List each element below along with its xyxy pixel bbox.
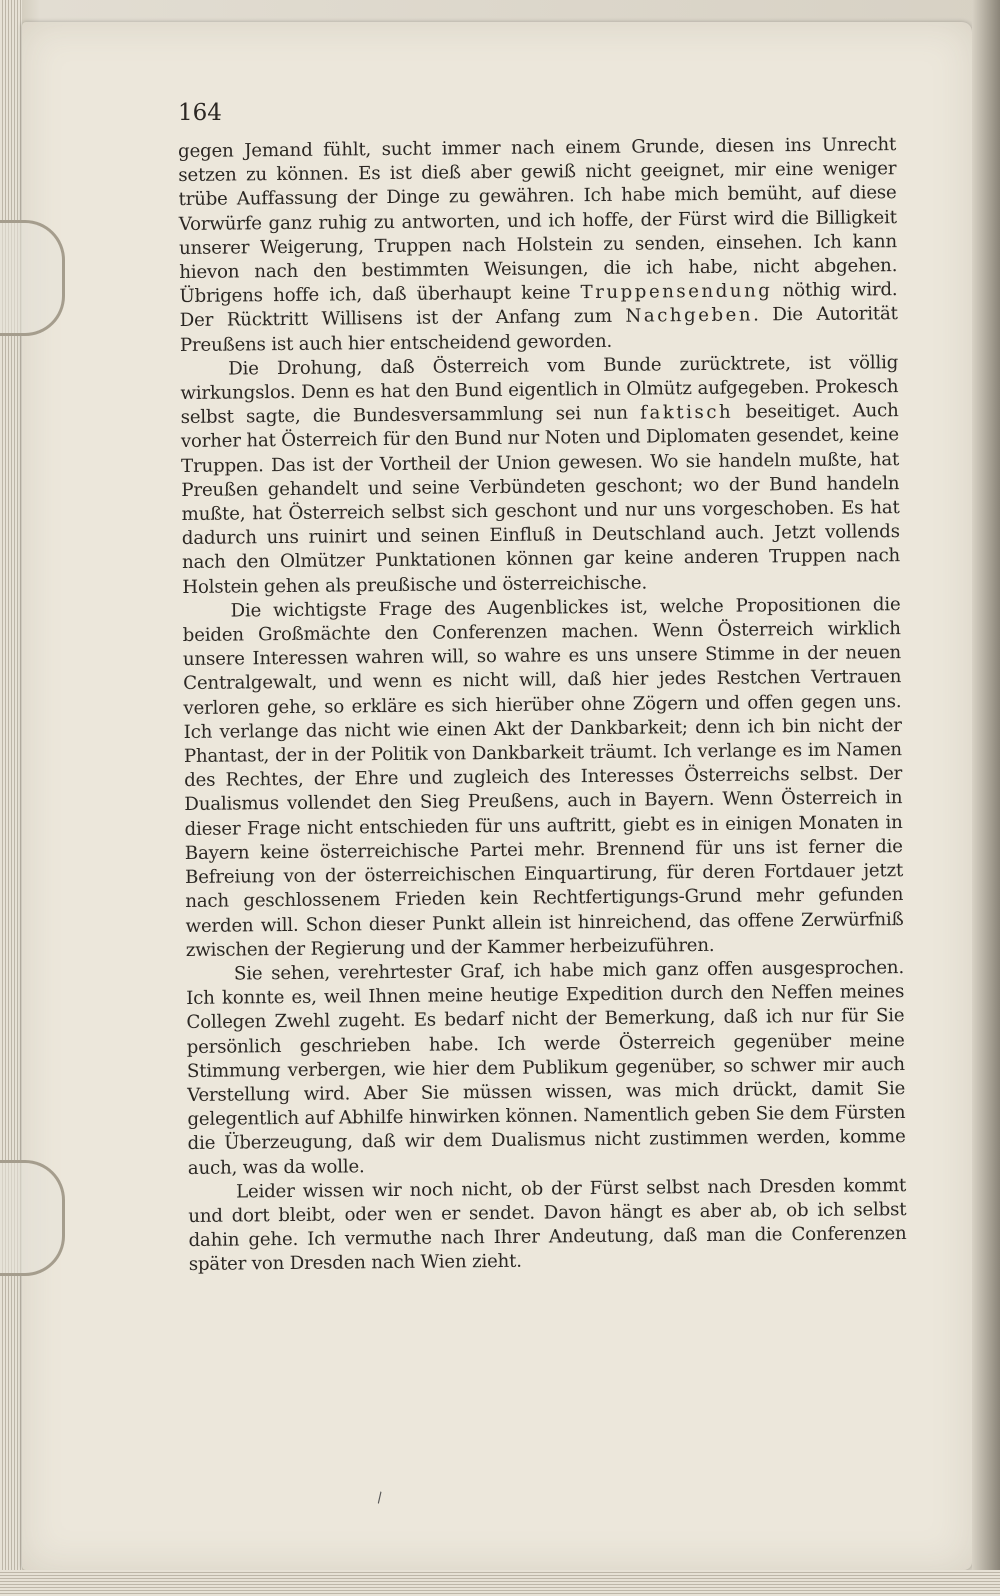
paragraph	[182, 593, 903, 963]
binder-ring-top-icon	[0, 220, 65, 336]
paragraph	[186, 956, 906, 1181]
body-text	[178, 133, 907, 1277]
emphasized-text: Nachgeben	[625, 304, 754, 328]
paragraph	[188, 1174, 907, 1278]
paragraph-text: gegen Jemand fühlt, sucht immer nach einem Grunde, diesen ins Unrecht setzen zu können. Es ist dieß aber gewiß nicht geeignet, mir eine weniger trübe Auffassung der Dinge zu gewähren. Ich habe mich bemüht, auf diese Vorwürfe ganz ruhig zu antworten, und ich hoffe, der Fürst wird die Billigkeit unserer Weigerung, Truppen nach Holstein zu senden, einsehen. Ich kann hievon nach den bestimmten Weisungen, die ich habe, nicht abgehen. Übrigens hoffe ich, daß überhaupt keine	[178, 134, 898, 308]
page-number: 164	[178, 100, 222, 126]
paragraph-text: beseitiget. Auch vorher hat Österreich für den Bund nur Noten und Diplomaten gesendet, keine Truppen. Das ist der Vortheil der Union gewesen. Wo sie handeln mußte, hat Preußen gehandelt und seine Verbündeten geschont; wo der Bund handeln mußte, hat Österreich selbst sich geschont und nur uns vorgeschoben. Es hat dadurch uns ruinirt und seinen Einfluß in Deutschland auch. Jetzt vollends nach den Olmützer Punktationen können gar keine anderen Truppen nach Holstein gehen als preußische und österreichische.	[180, 400, 901, 598]
paragraph-text: Die Drohung, daß Österreich vom Bunde zurücktrete, ist völlig wirkungslos. Denn es hat den Bund eigentlich in Olmütz aufgegeben. Prokesch selbst sagte, die Bundesversammlung sei nun	[180, 351, 899, 429]
paragraph-text: Die wichtigste Frage des Augenblickes ist, welche Propositionen die beiden Großmächte den Conferenzen machen. Wenn Österreich wirklich unsere Interessen wahren will, so wahre es uns unsere Stimme in der neuen Centralgewalt, und wenn es nicht will, daß hier jedes Restchen Vertrauen verloren gehe, so erkläre es sich hierüber ohne Zögern und offen gegen uns. Ich verlange das nicht wie einen Akt der Dankbarkeit; denn ich bin nicht der Phantast, der in der Politik von Dankbarkeit träumt. Ich verlange es im Namen des Rechtes, der Ehre und zugleich des Interesses Österreichs selbst. Der Dualismus vollendet den Sieg Preußens, auch in Bayern. Wenn Österreich in dieser Frage nicht entschieden für uns auftritt, giebt es in einigen Monaten in Bayern keine österreichische Partei mehr. Brennend für uns ist ferner die Befreiung von der österreichischen Einquartirung, für deren Fortdauer jetzt nach geschlossenem Frieden kein Rechtfertigungs-Grund mehr gefunden werden will. Schon dieser Punkt allein ist hinreichend, das offene Zerwürfniß zwischen der Regierung und der Kammer herbeizuführen.	[182, 593, 904, 961]
paragraph-text: . Die Autorität Preußens ist auch hier entscheidend geworden.	[179, 303, 898, 356]
paragraph-text: Sie sehen, verehrtester Graf, ich habe mich ganz offen ausgesprochen. Ich konnte es, weil Ihnen meine heutige Expedition durch den Neffen meines Collegen Zwehl zugeht. Es bedarf nicht der Bemerkung, daß ich nur für Sie persönlich geschrieben habe. Ich werde Österreich gegenüber meine Stimmung verbergen, wie hier dem Publikum gegenüber, so schwer mir auch Verstellung wird. Aber Sie müssen wissen, was mich drückt, damit Sie gelegentlich auf Abhilfe hinwirken können. Namentlich geben Sie dem Fürsten die Überzeugung, daß wir dem Dualismus nicht zustimmen werden, komme auch, was da wolle.	[186, 956, 906, 1179]
paragraph-text: Leider wissen wir noch nicht, ob der Fürst selbst nach Dresden kommt und dort bleibt, oder wen er sendet. Davon hängt es aber ab, ob ich selbst dahin gehe. Ich vermuthe nach Ihrer Andeutung, daß man die Conferenzen später von Dresden nach Wien zieht.	[188, 1174, 907, 1276]
emphasized-text: Truppensendung	[580, 280, 773, 304]
stray-mark-icon: \	[373, 1489, 386, 1507]
paragraph	[178, 133, 898, 358]
emphasized-text: faktisch	[640, 401, 734, 424]
binder-ring-bottom-icon	[0, 1160, 65, 1276]
paragraph-text: nöthig wird. Der Rücktritt Willisens ist der Anfang zum	[179, 279, 898, 332]
book-spine-shadow	[972, 0, 1000, 1596]
paragraph	[180, 351, 900, 600]
page-stack-bottom-edge	[0, 1570, 1000, 1596]
